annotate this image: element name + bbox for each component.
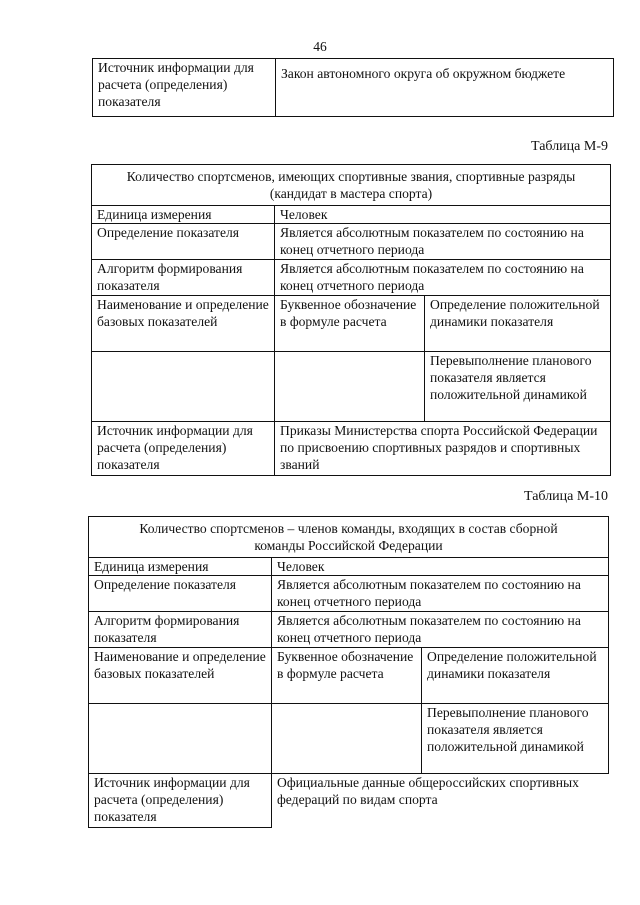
top-table — [92, 58, 614, 117]
source-value: Приказы Министерства спорта Российской Федерации по присвоению спортивных разрядов и спортивных званий — [275, 422, 611, 476]
page-number: 46 — [313, 39, 327, 54]
base-definition: Определение положительной динамики показателя — [425, 296, 611, 352]
extra-definition: Перевыполнение планового показателя является положительной динамикой — [425, 352, 611, 422]
table-title-m9: Таблица М-9 — [531, 139, 608, 154]
base-label: Наименование и определение базовых показателей — [92, 296, 275, 352]
empty-cell — [89, 704, 272, 774]
algorithm-label: Алгоритм формирования показателя — [92, 260, 275, 296]
definition-value: Является абсолютным показателем по состоянию на конец отчетного периода — [272, 576, 609, 612]
algorithm-label: Алгоритм формирования показателя — [89, 612, 272, 648]
empty-cell — [275, 352, 425, 422]
base-symbol: Буквенное обозначение в формуле расчета — [272, 648, 422, 704]
table-m10 — [88, 516, 609, 828]
unit-label: Единица измерения — [92, 206, 275, 224]
source-label: Источник информации для расчета (определения) показателя — [92, 422, 275, 476]
algorithm-value: Является абсолютным показателем по состоянию на конец отчетного периода — [275, 260, 611, 296]
source-value: Закон автономного округа об окружном бюджете — [276, 59, 614, 117]
definition-label: Определение показателя — [89, 576, 272, 612]
base-label: Наименование и определение базовых показателей — [89, 648, 272, 704]
source-label: Источник информации для расчета (определения) показателя — [93, 59, 276, 117]
table-m9 — [91, 164, 611, 476]
table-title-m10: Таблица М-10 — [524, 489, 608, 504]
unit-value: Человек — [275, 206, 611, 224]
table-header: Количество спортсменов, имеющих спортивные звания, спортивные разряды (кандидат в мастера спорта) — [92, 165, 611, 206]
unit-label: Единица измерения — [89, 558, 272, 576]
source-label: Источник информации для расчета (определения) показателя — [89, 774, 272, 828]
algorithm-value: Является абсолютным показателем по состоянию на конец отчетного периода — [272, 612, 609, 648]
definition-value: Является абсолютным показателем по состоянию на конец отчетного периода — [275, 224, 611, 260]
unit-value: Человек — [272, 558, 609, 576]
source-value: Официальные данные общероссийских спортивных федераций по видам спорта — [272, 774, 609, 828]
empty-cell — [92, 352, 275, 422]
table-header: Количество спортсменов – членов команды, входящих в состав сборной команды Российской Федерации — [89, 517, 609, 558]
definition-label: Определение показателя — [92, 224, 275, 260]
extra-definition: Перевыполнение планового показателя является положительной динамикой — [422, 704, 609, 774]
base-definition: Определение положительной динамики показателя — [422, 648, 609, 704]
empty-cell — [272, 704, 422, 774]
base-symbol: Буквенное обозначение в формуле расчета — [275, 296, 425, 352]
